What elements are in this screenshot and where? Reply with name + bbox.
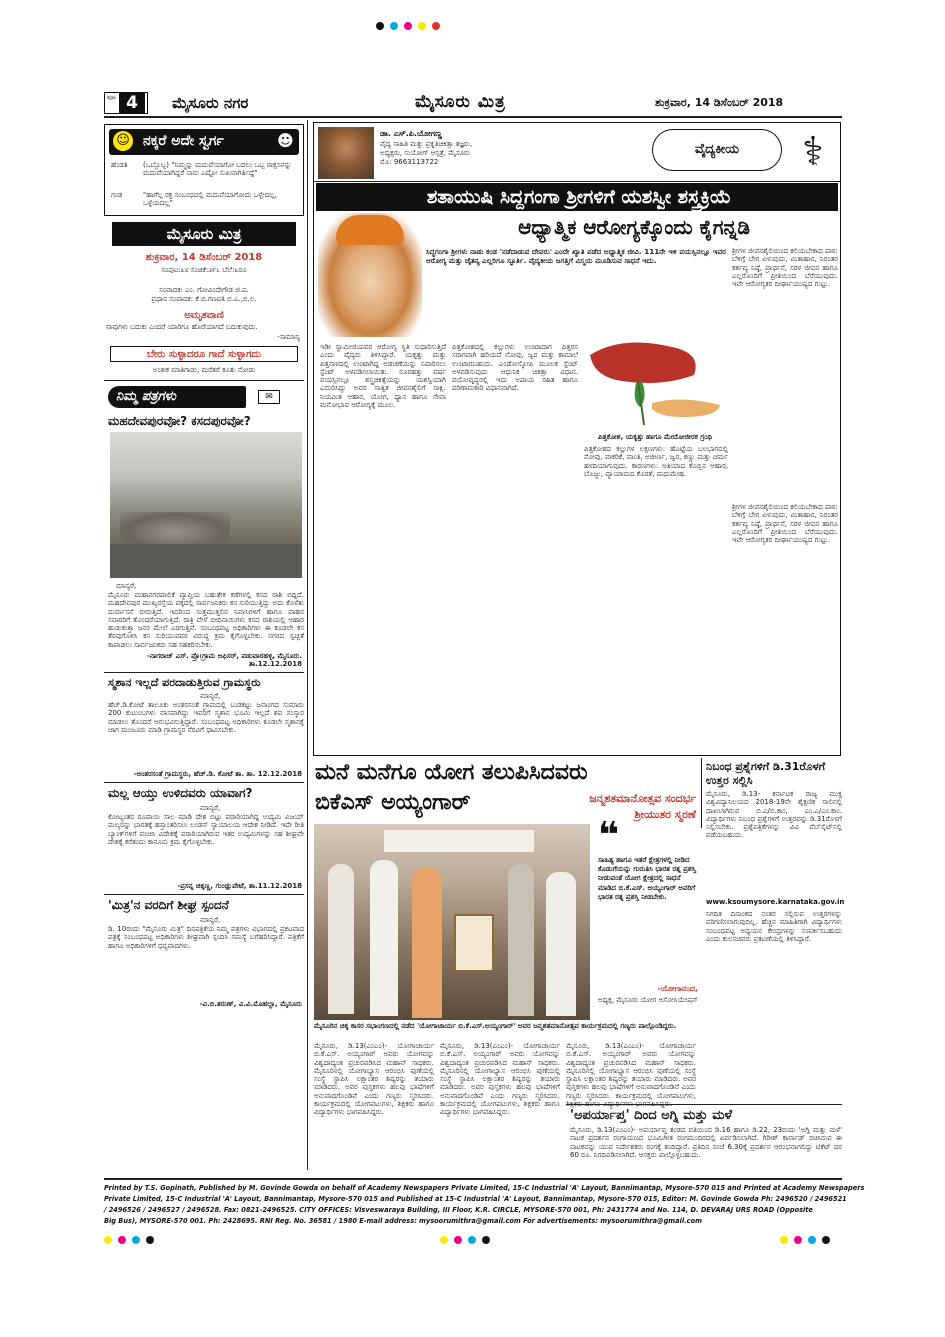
column-divider — [307, 120, 308, 1170]
iyengar-kicker2: ಶ್ರೀಯುತರ ಸ್ಮರಣೆ — [634, 808, 696, 821]
author-photo — [318, 127, 374, 179]
portrait-frame — [454, 914, 494, 972]
letter2-title: ಸ್ಮಶಾನ ಇಲ್ಲದೆ ಪರದಾಡುತ್ತಿರುವ ಗ್ರಾಮಸ್ಥರು — [108, 676, 261, 689]
reg-dot-icon — [468, 1236, 476, 1244]
liver-diagram-icon — [582, 335, 728, 431]
health-headline2: ಆಧ್ಯಾತ್ಮಿಕ ಆರೋಗ್ಯಕ್ಕೊಂದು ಕೈಗನ್ನಡಿ — [518, 215, 750, 239]
swamiji-photo — [318, 213, 422, 337]
letter1-body: ಮೈಸೂರು ಮಹಾನಗರಪಾಲಿಕೆ ವ್ಯಾಪ್ತಿಯ ಬಹುತೇಕ ಕಡೆಗಳಲ್ಲಿ ಕಸದ ರಾಶಿ ಬಿದ್ದಿದೆ. ಮಹದೇವಪುರ ಮುಖ್ಯರಸ್ತೆಯ ಪಕ್ಕದಲ್ಲಿ ಸಾರ್ವಜನಿಕರು ಕಸ ಸುರಿಯುತ್ತಿದ್ದು ಅದು ಕೊಳೆತು ದುರ್ವಾಸನೆ ಬೀರುತ್ತಿದೆ. ಇದರಿಂದ ಸುತ್ತಮುತ್ತಲಿನ ನಿವಾಸಿಗಳಿಗೆ ಹಾಗೂ ವಾಹನ ಸವಾರರಿಗೆ ತೊಂದರೆಯಾಗುತ್ತಿದೆ. ರಾತ್ರಿ ವೇಳೆ ಬೀದಿನಾಯಿಗಳು ಕಸದ ರಾಶಿಯಲ್ಲಿ ಆಹಾರ ಹುಡುಕುತ್ತಾ ಜನರ ಮೇಲೆ ಎರಗುತ್ತಿವೆ. ಸಂಬಂಧಪಟ್ಟ ಅಧಿಕಾರಿಗಳು ಈ ಕೂಡಲೇ ಕಸ ತೆರವುಗೊಳಿಸಿ ಕಸ ಸುರಿಯುವವರ ವಿರುದ್ಧ ಕ್ರಮ ಕೈಗೊಳ್ಳಬೇಕು. ನಗರದ ಸ್ವಚ್ಛತೆ ಕಾಪಾಡಲು ಸಾರ್ವಜನಿಕರು ಸಹ ಸಹಕರಿಸಬೇಕು. — [108, 591, 304, 649]
reg-dot-icon — [132, 1236, 140, 1244]
joke-line1-text: (ಒಬ್ಬೊಬ್ಬ) "ನಿಮ್ಮನ್ನು ಮದುವೆಯಾಗೋ ಬದಲು ಒಬ್ಬ ರಾಕ್ಷಸನನ್ನು ಮದುವೆಯಾಗಿದ್ದರೆ ನಾನು ಎಷ್ಟೋ ಸುಖವಾಗಿರ್ತಿದ್ದೆ" — [143, 161, 292, 178]
health-col4-bottom — [732, 503, 838, 753]
amrita-text: ನಾವುಗಳು ಬದುಕು ಎಂದರೆ ಯಾರಿಗೂ ಹೊರೆಯಾಗದೆ ಬದುಕುವುದು. — [106, 323, 258, 331]
iyengar-body-repeat: ಮೈಸೂರು, ಡಿ.13(ಎಂಎಂ)- ಯೋಗಾಚಾರ್ಯ ಬಿ.ಕೆ.ಎಸ್. ಅಯ್ಯಂಗಾರ್ ಅವರು ಯೋಗವನ್ನು ವಿಶ್ವದಾದ್ಯಂತ ಪ್ರಚುರಪಡಿಸಿದ ಮಹಾನ್ ಸಾಧಕರು. ಮೈಸೂರಿನಲ್ಲಿ ಯೋಗಾಭ್ಯಾಸ ಆರಂಭಿಸಿ ಪುಣೆಯಲ್ಲಿ ಸಂಸ್ಥೆ ಸ್ಥಾಪಿಸಿ ಲಕ್ಷಾಂತರ ಶಿಷ್ಯರನ್ನು ತಯಾರು ಮಾಡಿದರು. ಅವರ ಪುಸ್ತಕಗಳು ಹಲವು ಭಾಷೆಗಳಿಗೆ ಅನುವಾದಗೊಂಡಿವೆ ಎಂದು ಗಣ್ಯರು ಸ್ಮರಿಸಿದರು. ಕಾರ್ಯಕ್ರಮದಲ್ಲಿ ಯೋಗಪಟುಗಳು, ಶಿಕ್ಷಕರು ಹಾಗೂ ವಿದ್ಯಾರ್ಥಿಗಳು ಭಾಗವಹಿಸಿದ್ದರು. — [440, 1042, 560, 1117]
imprint-masthead-text: ಮೈಸೂರು ಮಿತ್ರ — [166, 225, 242, 243]
footer-rule — [104, 1178, 842, 1180]
divider — [104, 782, 304, 783]
page-label: ಪುಟ — [107, 94, 116, 101]
header-date: ಶುಕ್ರವಾರ, 14 ಡಿಸೆಂಬರ್ 2018 — [655, 96, 784, 109]
cartoon-icon: ☻ — [277, 131, 294, 150]
reg-dot-icon — [822, 1236, 830, 1244]
imprint-date: ಶುಕ್ರವಾರ, 14 ಡಿಸೆಂಬರ್ 2018 — [145, 252, 263, 263]
author-line2: ಅಧ್ಯಕ್ಷರು, ಸುಯೋಗ್ ಆಸ್ಪತ್ರೆ, ಮೈಸೂರು — [380, 149, 470, 157]
proverb-text: ಅಂತಃಕ ಮಾತಿಗಾಡು, ಮರೆತರೆ ಕೂತು ನೋಡು — [152, 366, 256, 374]
footer-line1: Printed by T.S. Gopinath, Published by M. Govinde Gowda on behalf of Academy Newspapers Private Limited, 15-C Industrial 'A' Layout, Bannimantap, Mysore-570 015 and Printed at Academy Newspapers — [104, 1184, 865, 1192]
imprint-line2: ಸಂಪಾದಕ: ಎಂ. ಗೋವಿಂದೇಗೌಡ ಜಿ.ಪ. — [159, 286, 249, 294]
joke-title: ನಕ್ಕರೆ ಅದೇ ಸ್ವರ್ಗ — [143, 133, 224, 149]
registration-marks-top — [376, 22, 576, 32]
letter2-salute: ಮಾನ್ಯರೆ, — [200, 692, 221, 700]
reg-dot-icon — [440, 1236, 448, 1244]
imprint-line3: ಪ್ರಧಾನ ಸಂಪಾದಕ: ಕೆ.ಬಿ.ಗಣಪತಿ ಬಿ.ಎ.,ಬಿ.ಲ. — [151, 295, 257, 303]
column-tag — [652, 129, 782, 171]
reg-dot-icon — [454, 1236, 462, 1244]
iyengar-body-col1: ಮೈಸೂರು, ಡಿ.13(ಎಂಎಂ)- ಯೋಗಾಚಾರ್ಯ ಬಿ.ಕೆ.ಎಸ್. ಅಯ್ಯಂಗಾರ್ ಅವರು ಯೋಗವನ್ನು ವಿಶ್ವದಾದ್ಯಂತ ಪ್ರಚುರಪಡಿಸಿದ ಮಹಾನ್ ಸಾಧಕರು. ಮೈಸೂರಿನಲ್ಲಿ ಯೋಗಾಭ್ಯಾಸ ಆರಂಭಿಸಿ ಪುಣೆಯಲ್ಲಿ ಸಂಸ್ಥೆ ಸ್ಥಾಪಿಸಿ ಲಕ್ಷಾಂತರ ಶಿಷ್ಯರನ್ನು ತಯಾರು ಮಾಡಿದರು. ಅವರ ಪುಸ್ತಕಗಳು ಹಲವು ಭಾಷೆಗಳಿಗೆ ಅನುವಾದಗೊಂಡಿವೆ ಎಂದು ಗಣ್ಯರು ಸ್ಮರಿಸಿದರು. ಕಾರ್ಯಕ್ರಮದಲ್ಲಿ ಯೋಗಪಟುಗಳು, ಶಿಕ್ಷಕರು ಹಾಗೂ ವಿದ್ಯಾರ್ಥಿಗಳು ಭಾಗವಹಿಸಿದ್ದರು. — [314, 1042, 434, 1117]
iyengar-quote-by2: ಅಧ್ಯಕ್ಷ, ಮೈಸೂರು ಯೋಗ ಅಸೋಸಿಯೇಷನ್ — [598, 996, 698, 1004]
proverb-title: ಬೇರು ಸುಳ್ಳಾದರೂ ಗಾದೆ ಸುಳ್ಳಾಗದು — [146, 349, 262, 360]
envelope-icon: ✉ — [258, 390, 280, 404]
column-tag-text: ವೈದ್ಯಕೀಯ — [694, 142, 740, 157]
joke-box — [104, 124, 304, 216]
author-name: ಡಾ. ಎಸ್.ಪಿ.ಯೋಗಣ್ಣ — [380, 129, 442, 138]
reg-dot-icon — [376, 22, 384, 30]
page-number-box — [104, 92, 148, 114]
iyengar-quote-by: -ಯೋಗಾನಂದ, — [657, 984, 698, 993]
health-col4-top: ಶ್ರೀಗಳ ಜೀವನಶೈಲಿಯಿಂದ ಕಲಿಯಬೇಕಾದ ಪಾಠ: ಬೆಳಿಗ್ಗೆ ಬೇಗ ಏಳುವುದು, ಮಿತಾಹಾರ, ನಿರಂತರ ಕರ್ತವ್ಯ ನಿಷ್ಠೆ, ಪ್ರಾರ್ಥನೆ, ಸರಳ ಜೀವನ ಹಾಗೂ ಎಲ್ಲರೊಂದಿಗೆ ಪ್ರೀತಿಯಿಂದ ಬೆರೆಯುವುದು. ಇವೇ ಆರೋಗ್ಯಕರ ದೀರ್ಘಾಯುಷ್ಯದ ಗುಟ್ಟು. — [732, 247, 838, 289]
swamiji-turban — [336, 215, 404, 245]
section-name: ಮೈಸೂರು ನಗರ — [172, 94, 249, 112]
health-col1: ಇಡೀ ಸ್ವಾಮೀಜಿಯವರ ಆರೋಗ್ಯ ಸ್ಥಿತಿ ಸುಧಾರಿಸುತ್ತಿದೆ ಎಂದು ವೈದ್ಯರು ತಿಳಿಸಿದ್ದಾರೆ. ಯಕೃತ್ತು ಮತ್ತು ಪಿತ್ತನಾಳದಲ್ಲಿ ಉಂಟಾಗಿದ್ದ ಅಡಚಣೆಯನ್ನು ನಿವಾರಿಸಲು ಸ್ಟೆಂಟ್ ಅಳವಡಿಸಲಾಯಿತು. ನೂರಹತ್ತು ವರ್ಷ ವಯಸ್ಸಿನಲ್ಲೂ ಶಸ್ತ್ರಚಿಕಿತ್ಸೆಯನ್ನು ಯಶಸ್ವಿಯಾಗಿ ಎದುರಿಸಿದ್ದು ಅವರ ಸಾತ್ವಿಕ ಜೀವನಶೈಲಿಗೆ ಸಾಕ್ಷಿ. ನಿಯಮಿತ ಆಹಾರ, ಯೋಗ, ಧ್ಯಾನ ಹಾಗೂ ಸೇವಾ ಮನೋಭಾವ ಆರೋಗ್ಯಕ್ಕೆ ಮೂಲ. — [320, 343, 446, 410]
joke-line2-text: "ಹಾಗೆಲ್ಲ ರಕ್ತ ಸಂಬಂಧದಲ್ಲಿ ಮದುವೆಯಾಗೋದು ಒಳ್ಳೇದಲ್ಲ, ಒಳ್ಳೆಯದಲ್ಲ" — [143, 191, 277, 208]
pancreas-shape — [652, 399, 720, 417]
health-headline1: ಶತಾಯುಷಿ ಸಿದ್ದಗಂಗಾ ಶ್ರೀಗಳಿಗೆ ಯಶಸ್ವೀ ಶಸ್ತ್ರಕ್ರಿಯೆ — [426, 186, 732, 208]
iyengar-body-col2 — [440, 1042, 560, 1172]
letters-section-title: ನಿಮ್ಮ ಪತ್ರಗಳು — [116, 389, 176, 404]
reg-dot-icon — [482, 1236, 490, 1244]
letter4-body: ಡಿ. 10ರಂದು "ಮೈಸೂರು ಮಿತ್ರ" ದಿನಪತ್ರಿಕೆಯ ನಿಮ್ಮ ಪತ್ರಗಳು ವಿಭಾಗದಲ್ಲಿ ಪ್ರಕಟವಾದ ಪತ್ರಕ್ಕೆ ಸಂಬಂಧಪಟ್ಟ ಅಧಿಕಾರಿಗಳು ಶೀಘ್ರವಾಗಿ ಸ್ಪಂದಿಸಿ ಸಮಸ್ಯೆ ಬಗೆಹರಿಸಿದ್ದಾರೆ. ಪತ್ರಿಕೆಗೆ ಹಾಗೂ ಅಧಿಕಾರಿಗಳಿಗೆ ಧನ್ಯವಾದಗಳು. — [108, 925, 304, 950]
quote-mark-icon: ❝ — [598, 815, 620, 856]
person-figure — [508, 864, 534, 1016]
laughing-face-icon: ☺ — [113, 131, 133, 151]
essay-title: ನಿಬಂಧ ಪ್ರಶ್ನೆಗಳಿಗೆ ಡಿ.31ರೊಳಗೆ ಉತ್ತರ ಸಲ್ಲಿಸಿ — [706, 760, 826, 787]
divider — [104, 672, 304, 673]
reg-dot-icon — [118, 1236, 126, 1244]
divider — [314, 181, 840, 182]
letter1-sign: -ನಾಗರಾಜ್ ಎಸ್. ಪ್ರೊ।ಗ್ರಾಮ ಅಫಿಸರ್, ಪಡುವಾರಹಳ್ಳಿ, ಮೈಸೂರು. ತಾ.12.12.2018 — [146, 652, 302, 669]
health-article-box — [313, 122, 841, 756]
road — [110, 544, 302, 578]
divider — [104, 380, 304, 381]
liver-shape — [590, 343, 696, 384]
registration-marks-bottom-center — [440, 1236, 520, 1246]
medical-symbol-icon: ⚕ — [802, 129, 824, 175]
reg-dot-icon — [404, 22, 412, 30]
footer-line4: Big Bus), MYSORE-570 001. Ph: 2428695. RNI Reg. No. 36581 / 1980 E-mail address: mysoorumithra@gmail.com For advertisements: mysoorumithra@gmail.com — [104, 1217, 702, 1225]
fire-title: 'ಅಪರ್ಯಾಪ್ತ' ದಿಂದ ಅಗ್ನಿ ಮತ್ತು ಮಳೆ — [570, 1108, 733, 1123]
reg-dot-icon — [418, 22, 426, 30]
letter2-sign: -ಅಂತರಸಂತೆ ಗ್ರಾಮಸ್ಥರು, ಹೆಚ್.ಡಿ. ಕೋಟೆ ತಾ. ತಾ. 12.12.2018 — [133, 770, 302, 778]
event-photo-caption: ಮೈಸೂರಿನ ಚಿಕ್ಕ ಕಾಸರ ಸಭಾಂಗಣದಲ್ಲಿ ನಡೆದ 'ಯೋಗಾಚಾರ್ಯ ಬಿ.ಕೆ.ಎಸ್.ಅಯ್ಯಂಗಾರ್' ಅವರ ಜನ್ಮಶತಮಾನೋತ್ಸವ ಕಾರ್ಯಕ್ರಮದಲ್ಲಿ ಗಣ್ಯರು ಪಾಲ್ಗೊಂಡಿದ್ದರು. — [314, 1022, 677, 1030]
letters-section-header — [108, 386, 304, 410]
letter1-salute: ಮಾನ್ಯರೆ, — [116, 582, 137, 590]
iyengar-headline2: ಬಿಕೆಎಸ್ ಅಯ್ಯಂಗಾರ್ — [315, 790, 471, 815]
proverb-box — [110, 346, 298, 362]
imprint-masthead — [112, 222, 296, 246]
reg-dot-icon — [780, 1236, 788, 1244]
fire-body: ಮೈಸೂರು, ಡಿ.13(ಎಂಎಂ)- ಅಪರ್ಯಾಪ್ತ ತಂಡದ ವತಿಯಿಂದ ಡಿ.16 ಹಾಗೂ ಡಿ.22, 23ರಂದು 'ಅಗ್ನಿ ಮತ್ತು ಮಳೆ' ನಾಟಕ ಪ್ರದರ್ಶನ ರಂಗಾಯಣದ ಭೂಮಿಗೀತ ರಂಗಮಂದಿರದಲ್ಲಿ ಏರ್ಪಡಿಸಲಾಗಿದೆ. ಗಿರೀಶ್ ಕಾರ್ನಾಡ್ ರಚಿಸಿರುವ ಈ ನಾಟಕವನ್ನು ಯುವ ನಿರ್ದೇಶಕರು ರಂಗಕ್ಕೆ ತಂದಿದ್ದಾರೆ. ಪ್ರತಿದಿನ ಸಂಜೆ 6.30ಕ್ಕೆ ಪ್ರದರ್ಶನ ಆರಂಭವಾಗಲಿದ್ದು ಟಿಕೆಟ್ ದರ 60 ರೂ. ನಿಗದಿಪಡಿಸಲಾಗಿದೆ. ಆಸಕ್ತರು ಪಾಲ್ಗೊಳ್ಳಬಹುದು. — [570, 1126, 842, 1159]
garbage-photo — [110, 432, 302, 578]
letter4-sign: -ವಿ.ಬಿ.ತರುಣ್, ವಿ.ವಿ.ಮೊಹಲ್ಲಾ, ಮೈಸೂರು — [199, 1000, 302, 1008]
joke-line1-label: ಹೆಂಡತಿ — [111, 161, 128, 169]
letter4-salute: ಮಾನ್ಯರೆ, — [200, 916, 221, 924]
health-col4-repeat: ಶ್ರೀಗಳ ಜೀವನಶೈಲಿಯಿಂದ ಕಲಿಯಬೇಕಾದ ಪಾಠ: ಬೆಳಿಗ್ಗೆ ಬೇಗ ಏಳುವುದು, ಮಿತಾಹಾರ, ನಿರಂತರ ಕರ್ತವ್ಯ ನಿಷ್ಠೆ, ಪ್ರಾರ್ಥನೆ, ಸರಳ ಜೀವನ ಹಾಗೂ ಎಲ್ಲರೊಂದಿಗೆ ಪ್ರೀತಿಯಿಂದ ಬೆರೆಯುವುದು. ಇವೇ ಆರೋಗ್ಯಕರ ದೀರ್ಘಾಯುಷ್ಯದ ಗುಟ್ಟು. — [732, 503, 838, 545]
banner — [384, 830, 534, 852]
reg-dot-icon — [794, 1236, 802, 1244]
essay-body2: ನಿಗದಿತ ದಿನಾಂಕದ ನಂತರ ಸಲ್ಲಿಸುವ ಉತ್ತರಗಳನ್ನು ಪರಿಗಣಿಸಲಾಗುವುದಿಲ್ಲ. ಹೆಚ್ಚಿನ ಮಾಹಿತಿಗಾಗಿ ವಿದ್ಯಾರ್ಥಿಗಳು ಸಂಬಂಧಪಟ್ಟ ಅಧ್ಯಯನ ಕೇಂದ್ರಗಳನ್ನು ಸಂಪರ್ಕಿಸಬಹುದು ಎಂದು ಕುಲಸಚಿವರು ಪ್ರಕಟಣೆಯಲ್ಲಿ ತಿಳಿಸಿದ್ದಾರೆ. — [706, 910, 842, 943]
health-col3: ಪಿತ್ತಕೋಶದ ಕಲ್ಲುಗಳ ಲಕ್ಷಣಗಳು: ಹೊಟ್ಟೆಯ ಬಲಭಾಗದಲ್ಲಿ ನೋವು, ವಾಕರಿಕೆ, ವಾಂತಿ, ಅಜೀರ್ಣ, ಜ್ವರ, ಕಣ್ಣು ಮತ್ತು ಚರ್ಮ ಹಳದಿಯಾಗುವುದು. ಕಾರಣಗಳು: ಅತಿಯಾದ ಕೊಬ್ಬಿನ ಆಹಾರ, ಬೊಜ್ಜು, ವ್ಯಾಯಾಮದ ಕೊರತೆ, ಮಧುಮೇಹ. — [584, 445, 728, 478]
joke-line2-label: ಗಂಡ — [111, 191, 123, 199]
event-photo — [314, 824, 590, 1020]
letter3-sign: -ಪ್ರಸನ್ನ ಚಿಕ್ಕಣ್ಣ, ಗುಂಡ್ಲುಪೇಟೆ, ತಾ.11.12.2018 — [177, 882, 302, 890]
letter3-title: ಮಲ್ಲ ಆಯ್ತು ಉಳಿದವರು ಯಾವಾಗ? — [108, 786, 253, 800]
reg-dot-icon — [104, 1236, 112, 1244]
iyengar-body-repeat: ಮೈಸೂರು, ಡಿ.13(ಎಂಎಂ)- ಯೋಗಾಚಾರ್ಯ ಬಿ.ಕೆ.ಎಸ್. ಅಯ್ಯಂಗಾರ್ ಅವರು ಯೋಗವನ್ನು ವಿಶ್ವದಾದ್ಯಂತ ಪ್ರಚುರಪಡಿಸಿದ ಮಹಾನ್ ಸಾಧಕರು. ಮೈಸೂರಿನಲ್ಲಿ ಯೋಗಾಭ್ಯಾಸ ಆರಂಭಿಸಿ ಪುಣೆಯಲ್ಲಿ ಸಂಸ್ಥೆ ಸ್ಥಾಪಿಸಿ ಲಕ್ಷಾಂತರ ಶಿಷ್ಯರನ್ನು ತಯಾರು ಮಾಡಿದರು. ಅವರ ಪುಸ್ತಕಗಳು ಹಲವು ಭಾಷೆಗಳಿಗೆ ಅನುವಾದಗೊಂಡಿವೆ ಎಂದು ಗಣ್ಯರು ಸ್ಮರಿಸಿದರು. ಕಾರ್ಯಕ್ರಮದಲ್ಲಿ ಯೋಗಪಟುಗಳು, — [566, 1042, 696, 1100]
letter1-title: ಮಹದೇವಪುರವೋ? ಕಸದಪುರವೋ? — [108, 414, 251, 428]
essay-url[interactable]: www.ksoumysore.karnataka.gov.in — [706, 898, 845, 906]
header-rule — [104, 116, 842, 118]
reg-dot-icon — [432, 22, 440, 30]
divider — [104, 894, 304, 895]
essay-body: ಮೈಸೂರು, ಡಿ.13- ಕರ್ನಾಟಕ ರಾಜ್ಯ ಮುಕ್ತ ವಿಶ್ವವಿದ್ಯಾನಿಲಯದ 2018-19ನೇ ಶೈಕ್ಷಣಿಕ ಸಾಲಿನಲ್ಲಿ ದಾಖಲಾಗಿರುವ ಬಿ.ಎ/ಬಿ.ಕಾಂ, ಎಂ.ಎ/ಎಂ.ಕಾಂ. ವಿದ್ಯಾರ್ಥಿಗಳು ನಿಬಂಧ ಪ್ರಶ್ನೆಗಳಿಗೆ ಉತ್ತರವನ್ನು ಡಿ.31ರೊಳಗೆ ಸಲ್ಲಿಸಬೇಕು. ಪ್ರಶ್ನೆಪತ್ರಿಕೆಗಳನ್ನು ವಿವಿ ವೆಬ್‌ಸೈಟ್‌ನಲ್ಲಿ ಪಡೆಯಬಹುದು. — [706, 790, 842, 840]
amrita-author: -ಸಾಮಾನ್ಯ — [277, 333, 300, 341]
author-phone: ಮೊ: 9663113722 — [380, 158, 439, 166]
letter4-title: 'ಮಿತ್ರ'ನ ವರದಿಗೆ ಶೀಘ್ರ ಸ್ಪಂದನೆ — [108, 898, 229, 912]
amrita-title: ಅಮೃತವಾಣಿ — [184, 310, 224, 321]
author-line1: ವೈದ್ಯ ಸಾಹಿತಿ ಮತ್ತು ಪ್ರಕೃತಿಚಿಕಿತ್ಸಾ ತಜ್ಞರು, — [380, 140, 473, 148]
page-number: 4 — [119, 93, 145, 113]
person-figure — [328, 864, 354, 1014]
masthead: ಮೈಸೂರು ಮಿತ್ರ — [415, 92, 506, 112]
person-figure — [546, 872, 576, 1016]
iyengar-quote: ಸಾಹಿತ್ಯ ಹಾಗೂ ಇತರೆ ಕ್ಷೇತ್ರಗಳಲ್ಲಿ ನೀಡಿದ ಕೊಡುಗೆಯನ್ನು ಗುರುತಿಸಿ ಭಾರತ ರತ್ನ ಪ್ರಶಸ್ತಿ ನೀಡುವಂತೆ ಯೋಗ ಕ್ಷೇತ್ರದಲ್ಲಿ ಸಾಧನೆ ಮಾಡಿದ ಬಿ.ಕೆ.ಎಸ್. ಅಯ್ಯಂಗಾರ್ ಅವರಿಗೆ ಭಾರತ ರತ್ನ ಪ್ರಶಸ್ತಿ ನೀಡಬೇಕು. — [598, 856, 697, 901]
reg-dot-icon — [808, 1236, 816, 1244]
health-lead: ಸಿದ್ಧಗಂಗಾ ಶ್ರೀಗಳು ನಾಡು ಕಂಡ 'ನಡೆದಾಡುವ ದೇವರು' ಎಂದೇ ಖ್ಯಾತಿ ಪಡೆದ ಅಧ್ಯಾತ್ಮಿಕ ಜೀವಿ. 111ನೇ ಇಳಿ ವಯಸ್ಸಿನಲ್ಲೂ ಇವರ ಆರೋಗ್ಯ ಮತ್ತು ಚೈತನ್ಯ ಎಲ್ಲರಿಗೂ ಸ್ಫೂರ್ತಿ. ವೈದ್ಯಕೀಯ ಜಗತ್ತಿಗೆ ವಿಸ್ಮಯ ಮೂಡಿಸುವ ಸಾಧನೆ ಇದು. — [426, 247, 726, 265]
joke-header — [109, 129, 299, 155]
registration-marks-bottom-left — [104, 1236, 184, 1246]
footer-line2: Private Limited, 15-C Industrial 'A' Layout, Bannimantap, Mysore-570 015 and Published at 15-C Industrial 'A' Layout, Bannimantap, Mysore-570 015, Editor: M. Govinde Gowda Ph: 2496520 / 2496521 — [104, 1195, 847, 1203]
iyengar-headline1: ಮನೆ ಮನೆಗೂ ಯೋಗ ತಲುಪಿಸಿದವರು — [315, 760, 588, 785]
person-figure — [370, 860, 398, 1016]
iyengar-body-col3 — [566, 1042, 696, 1102]
registration-marks-bottom-right — [780, 1236, 860, 1246]
column-divider — [701, 758, 702, 828]
iyengar-kicker: ಜನ್ಮಶತಮಾನೋತ್ಸವ ಸಂದರ್ಭ — [589, 792, 696, 805]
person-figure — [412, 868, 442, 1018]
letter2-body: ಹೆಚ್.ಡಿ.ಕೋಟೆ ತಾಲೂಕು ಅಂತರಸಂತೆ ಗ್ರಾಮದಲ್ಲಿ ಬುಡಕಟ್ಟು ಜನಾಂಗದ ಸುಮಾರು 200 ಕುಟುಂಬಗಳು ವಾಸವಾಗಿದ್ದು ಇವರಿಗೆ ಸ್ಮಶಾನ ಭೂಮಿ ಇಲ್ಲದೆ ಶವ ಸಂಸ್ಕಾರ ಮಾಡಲು ತೊಂದರೆ ಅನುಭವಿಸುತ್ತಿದ್ದಾರೆ. ಸಂಬಂಧಪಟ್ಟ ಅಧಿಕಾರಿಗಳು ಕೂಡಲೇ ಸ್ಮಶಾನಕ್ಕೆ ಜಾಗ ಮಂಜೂರು ಮಾಡಿ ಗ್ರಾಮಸ್ಥರ ನೆರವಿಗೆ ಧಾವಿಸಬೇಕು. — [108, 701, 304, 734]
organ-diagram — [582, 335, 728, 431]
diagram-caption: ಪಿತ್ತಕೋಶ, ಯಕೃತ್ತು ಹಾಗೂ ಮೇದೋಜೀರಕ ಗ್ರಂಥಿ — [597, 433, 713, 441]
divider — [566, 1104, 842, 1105]
reg-dot-icon — [146, 1236, 154, 1244]
letter3-salute: ಮಾನ್ಯರೆ, — [200, 804, 221, 812]
letter3-body: ಕೋಟ್ಯಂತರ ರೂಪಾಯಿ ಸಾಲ ಮಾಡಿ ದೇಶ ಬಿಟ್ಟು ಪರಾರಿಯಾಗಿದ್ದ ಉದ್ಯಮಿ ವಿಜಯ್ ಮಲ್ಯರನ್ನು ಭಾರತಕ್ಕೆ ಹಸ್ತಾಂತರಿಸಲು ಲಂಡನ್ ನ್ಯಾಯಾಲಯ ಆದೇಶ ನೀಡಿದೆ. ಇದೇ ರೀತಿ ಬ್ಯಾಂಕ್‌ಗಳಿಗೆ ವಂಚಿಸಿ ವಿದೇಶಕ್ಕೆ ಪರಾರಿಯಾಗಿರುವ ಇತರ ಉದ್ಯಮಿಗಳನ್ನು ಸಹ ಶೀಘ್ರವೇ ದೇಶಕ್ಕೆ ಕರೆತಂದು ಕಾನೂನು ಕ್ರಮ ಕೈಗೊಳ್ಳಬೇಕು. — [108, 813, 304, 846]
footer-line3: / 2496526 / 2496527 / 2496528. Fax: 0821-2496525. CITY OFFICES: Visveswaraya Building, III Floor, K.R. CIRCLE, MYSORE-570 001, Ph: 2431774 and No. 114, D. DEVARAJ URS ROAD (Opposite — [104, 1206, 813, 1214]
imprint-line1: ಸಂಪುಟ:೩೮ ಸಂಚಿಕೆ:೨೯೬ ಬೆಲೆ:೩ರೂ — [161, 266, 247, 274]
reg-dot-icon — [390, 22, 398, 30]
health-col2: ಪಿತ್ತಕೋಶದಲ್ಲಿ ಕಲ್ಲುಗಳು ಉಂಟಾದಾಗ ಪಿತ್ತರಸ ಸರಾಗವಾಗಿ ಹರಿಯದೆ ನೋವು, ಜ್ವರ ಮತ್ತು ಕಾಮಾಲೆ ಉಂಟಾಗಬಹುದು. ಎಂಡೋಸ್ಕೋಪಿ ಮೂಲಕ ಸ್ಟೆಂಟ್ ಅಳವಡಿಸುವುದು ಆಧುನಿಕ ಚಿಕಿತ್ಸಾ ವಿಧಾನ. ವಯೋವೃದ್ಧರಲ್ಲಿ ಇದು ಅಪಾಯ ರಹಿತ ಹಾಗೂ ಪರಿಣಾಮಕಾರಿ ವಿಧಾನವಾಗಿದೆ. — [452, 343, 578, 393]
